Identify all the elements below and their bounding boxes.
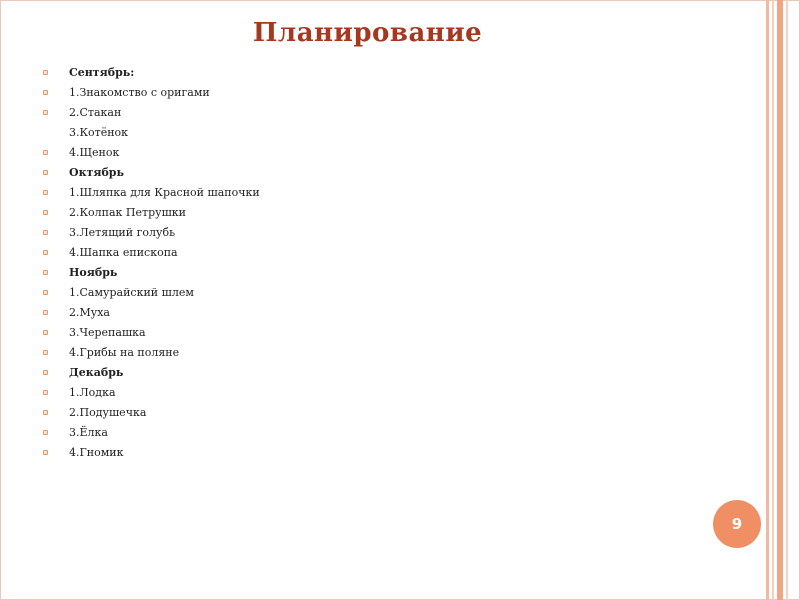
square-bullet-icon	[43, 390, 48, 395]
square-bullet-icon	[43, 110, 48, 115]
square-bullet-icon	[43, 310, 48, 315]
list-item	[42, 343, 260, 363]
list-item-text: Сентябрь:	[69, 66, 135, 79]
list-item-text: 2.Подушечка	[69, 406, 147, 419]
square-bullet-icon	[43, 210, 48, 215]
list-item-text: 4.Гномик	[69, 446, 124, 459]
decorative-rail	[766, 0, 769, 600]
list-item	[42, 183, 260, 203]
list-item-text: Декабрь	[69, 366, 124, 379]
list-item-text: 2.Стакан	[69, 106, 122, 119]
decorative-rail	[772, 0, 774, 600]
list-item-text: 3.Котёнок	[69, 126, 129, 139]
square-bullet-icon	[43, 70, 48, 75]
square-bullet-icon	[43, 410, 48, 415]
list-item	[42, 223, 260, 243]
list-item	[42, 383, 260, 403]
square-bullet-icon	[43, 150, 48, 155]
list-item-text: 2.Колпак Петрушки	[69, 206, 187, 219]
month-heading	[42, 163, 260, 183]
square-bullet-icon	[43, 430, 48, 435]
square-bullet-icon	[43, 190, 48, 195]
list-item-text: 4.Щенок	[69, 146, 120, 159]
list-item	[42, 403, 260, 423]
list-item	[42, 143, 260, 163]
decorative-rail	[786, 0, 788, 600]
month-heading	[42, 263, 260, 283]
list-item-text: 1.Знакомство с оригами	[69, 86, 210, 99]
list-item-text: 1.Шляпка для Красной шапочки	[69, 186, 260, 199]
list-item-text: 3.Черепашка	[69, 326, 146, 339]
list-item	[42, 243, 260, 263]
month-heading	[42, 363, 260, 383]
slide-title: Планирование	[252, 18, 483, 48]
list-item	[42, 83, 260, 103]
list-item	[42, 283, 260, 303]
square-bullet-icon	[43, 370, 48, 375]
square-bullet-icon	[43, 230, 48, 235]
square-bullet-icon	[43, 250, 48, 255]
list-item-text: 4.Грибы на поляне	[69, 346, 180, 359]
square-bullet-icon	[43, 450, 48, 455]
list-item-text: 1.Самурайский шлем	[69, 286, 194, 299]
month-heading	[42, 63, 260, 83]
square-bullet-icon	[43, 270, 48, 275]
list-item	[42, 443, 260, 463]
list-item-text: Октябрь	[69, 166, 124, 179]
square-bullet-icon	[43, 330, 48, 335]
list-item-text: 1.Лодка	[69, 386, 116, 399]
square-bullet-icon	[43, 290, 48, 295]
list-item-text: 4.Шапка епископа	[69, 246, 178, 259]
list-item	[42, 303, 260, 323]
list-item	[42, 323, 260, 343]
page-number-badge: 9	[713, 500, 761, 548]
square-bullet-icon	[43, 170, 48, 175]
list-item-text: 3.Летящий голубь	[69, 226, 176, 239]
list-item-text: Ноябрь	[69, 266, 118, 279]
square-bullet-icon	[43, 350, 48, 355]
list-item	[42, 123, 260, 143]
list-item-text: 2.Муха	[69, 306, 110, 319]
decorative-rail	[777, 0, 783, 600]
list-item	[42, 423, 260, 443]
planning-list	[42, 63, 260, 463]
list-item-text: 3.Ёлка	[69, 426, 108, 439]
list-item	[42, 203, 260, 223]
list-item	[42, 103, 260, 123]
square-bullet-icon	[43, 90, 48, 95]
